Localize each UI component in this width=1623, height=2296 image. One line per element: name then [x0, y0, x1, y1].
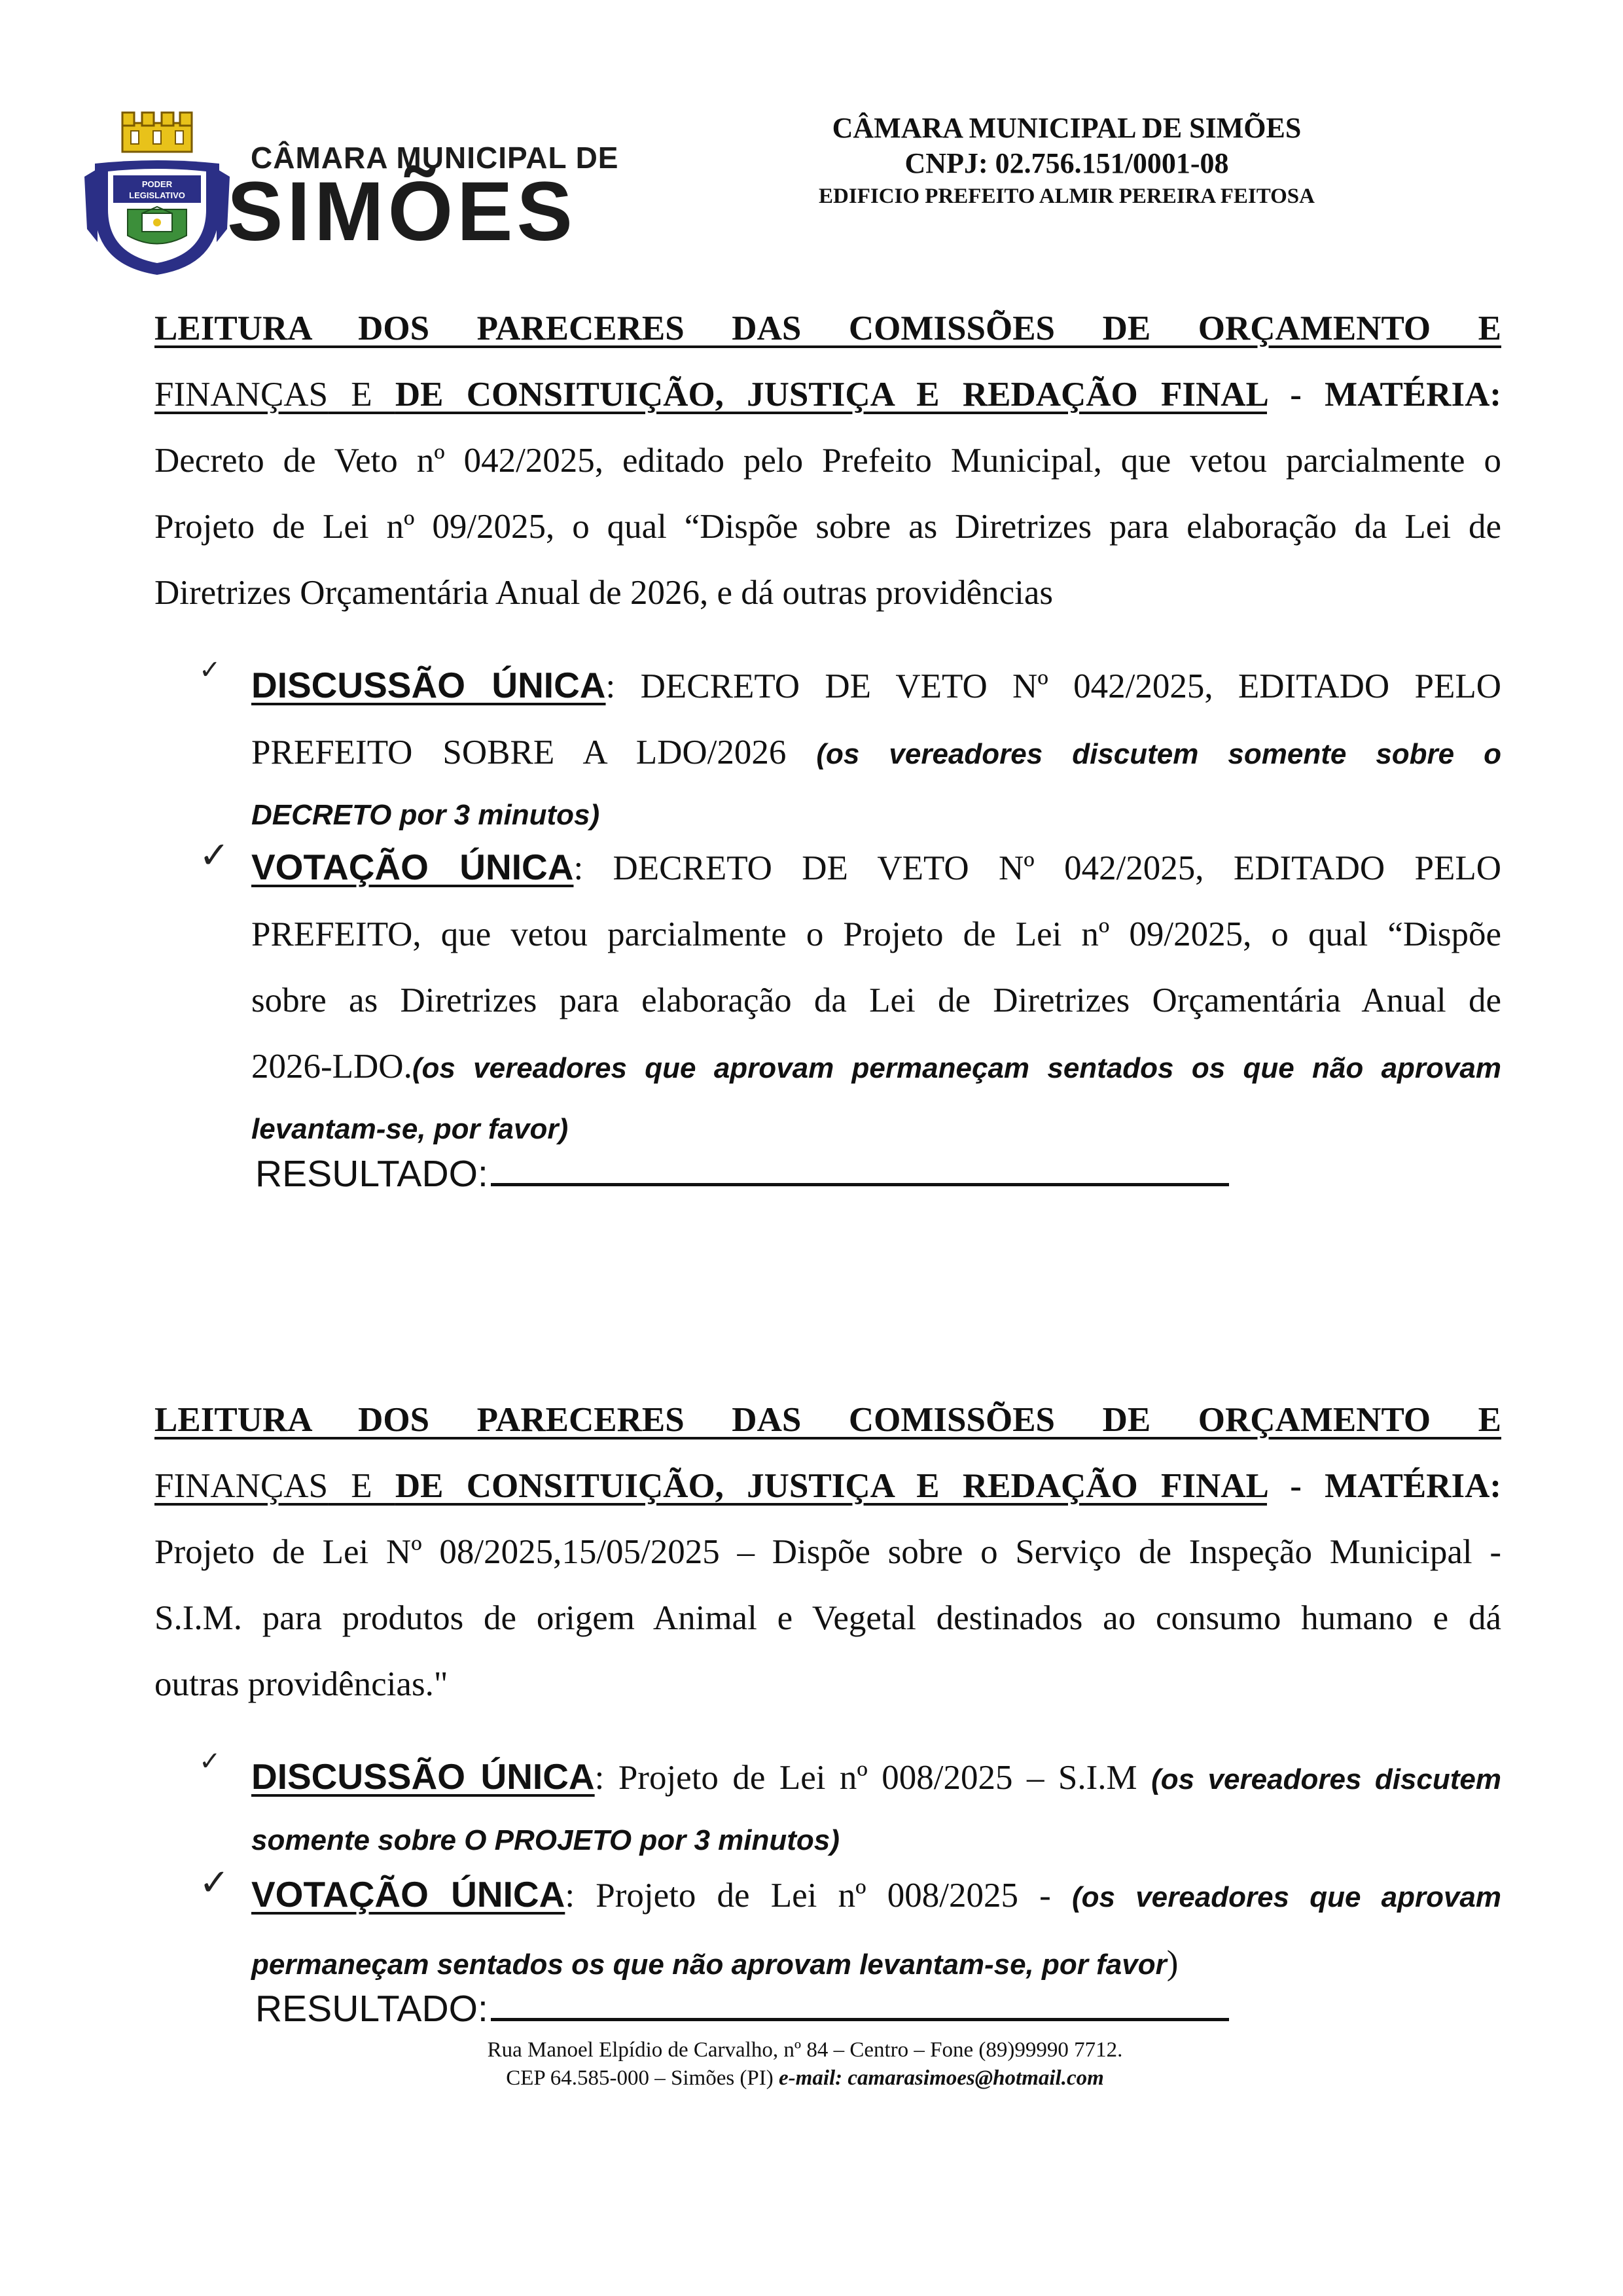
result-blank-line[interactable]: [491, 1984, 1229, 2021]
coat-of-arms-icon: [82, 111, 232, 281]
section-2-result: [255, 1984, 1229, 2030]
item-text-line-1: : Projeto de Lei nº 008/2025 -: [565, 1877, 1051, 1915]
section-1-heading-materia: - MATÉRIA:: [1266, 376, 1501, 414]
item-note: (os vereadores que aprovam permaneçam sentados os que não aprovam: [412, 1052, 1501, 1084]
section-1-heading-line-1: LEITURA DOS PARECERES DAS COMISSÕES DE ORÇAMENTO E: [154, 309, 1501, 347]
checkmark-icon: ✓: [199, 1862, 230, 1904]
logo-badge-line-2: LEGISLATIVO: [129, 190, 185, 200]
section-2-heading-and-body: [154, 1387, 1501, 1718]
footer-cep: CEP 64.585-000 – Simões (PI): [506, 2066, 774, 2090]
section-1-body-line-2: Projeto de Lei nº 09/2025, o qual “Dispõe sobre as Diretrizes para elaboração da Lei de: [154, 508, 1501, 546]
section-1-body-line-1: Decreto de Veto nº 042/2025, editado pelo Prefeito Municipal, que vetou parcialmente o: [154, 442, 1501, 480]
logo-title-large: SIMÕES: [227, 165, 577, 258]
item-title: VOTAÇÃO ÚNICA: [251, 1874, 565, 1915]
section-1-heading-committee: DE CONSITUIÇÃO, JUSTIÇA E REDAÇÃO FINAL: [395, 376, 1267, 414]
section-2-item-vote: [199, 1862, 1502, 1998]
item-text-line-3: sobre as Diretrizes para elaboração da Lei de Diretrizes Orçamentária Anual de: [251, 981, 1501, 1019]
section-2-item-discussion: [199, 1744, 1501, 1867]
logo: [82, 111, 619, 281]
footer-address: Rua Manoel Elpídio de Carvalho, nº 84 – Centro – Fone (89)99990 7712.: [487, 2038, 1123, 2062]
section-2: [154, 1387, 1501, 1718]
item-note-line-2: somente sobre O PROJETO por 3 minutos): [251, 1824, 840, 1856]
section-2-heading-finances: FINANÇAS: [154, 1467, 329, 1505]
section-2-heading-committee: DE CONSITUIÇÃO, JUSTIÇA E REDAÇÃO FINAL: [395, 1467, 1267, 1505]
footer-contact: [327, 2066, 1283, 2091]
checkmark-icon: ✓: [199, 1746, 221, 1776]
result-label: RESULTADO:: [255, 1153, 488, 1195]
footer-email[interactable]: e-mail: camarasimoes@hotmail.com: [779, 2066, 1104, 2090]
section-2-heading-and: E: [328, 1467, 395, 1505]
item-text-line-2: PREFEITO SOBRE A LDO/2026: [251, 733, 787, 771]
section-1-result: [255, 1149, 1229, 1195]
section-1-item-discussion: [199, 652, 1502, 841]
section-2-body-line-3: outras providências.": [154, 1665, 448, 1703]
section-2-body-line-1: Projeto de Lei Nº 08/2025,15/05/2025 – Dispõe sobre o Serviço de Inspeção Municipal -: [154, 1533, 1501, 1571]
item-text-line-1: : DECRETO DE VETO Nº 042/2025, EDITADO PELO: [605, 667, 1501, 705]
section-1-heading-and: E: [328, 376, 395, 414]
logo-badge-line-1: PODER: [141, 179, 173, 189]
logo-title-small: CÂMARA MUNICIPAL DE: [251, 141, 619, 175]
section-2-body-line-2: S.I.M. para produtos de origem Animal e Vegetal destinados ao consumo humano e dá: [154, 1599, 1501, 1637]
checkmark-icon: ✓: [199, 834, 230, 877]
checkmark-icon: ✓: [199, 655, 221, 685]
result-label: RESULTADO:: [255, 1988, 488, 2030]
item-title: DISCUSSÃO ÚNICA: [251, 1756, 595, 1797]
item-note: (os vereadores discutem: [1151, 1763, 1501, 1795]
item-text-line-4: 2026-LDO.: [251, 1048, 412, 1086]
section-1-body-line-3: Diretrizes Orçamentária Anual de 2026, e dá outras providências: [154, 574, 1054, 612]
item-note-line-2: levantam-se, por favor): [251, 1113, 569, 1145]
item-note: (os vereadores que aprovam: [1072, 1881, 1502, 1913]
section-1-heading-finances: FINANÇAS: [154, 376, 329, 414]
section-1-item-vote: [199, 834, 1501, 1156]
section-1-heading-and-body: [154, 296, 1501, 626]
item-note-close: ): [1166, 1944, 1179, 1982]
result-blank-line[interactable]: [491, 1149, 1229, 1186]
item-title: VOTAÇÃO ÚNICA: [251, 847, 574, 887]
section-2-heading-materia: - MATÉRIA:: [1266, 1467, 1501, 1505]
section-1: [154, 296, 1501, 626]
item-text-line-1: : Projeto de Lei nº 008/2025 – S.I.M: [594, 1759, 1137, 1797]
section-2-heading-line-1: LEITURA DOS PARECERES DAS COMISSÕES DE ORÇAMENTO E: [154, 1401, 1501, 1439]
institution-name: CÂMARA MUNICIPAL DE SIMÕES: [832, 112, 1302, 144]
item-title: DISCUSSÃO ÚNICA: [251, 665, 606, 705]
item-note: (os vereadores discutem somente sobre o: [816, 738, 1502, 770]
item-text-line-1: : DECRETO DE VETO Nº 042/2025, EDITADO PELO: [573, 849, 1501, 887]
item-note-line-2: DECRETO por 3 minutos): [251, 799, 600, 831]
institution-building: EDIFICIO PREFEITO ALMIR PEREIRA FEITOSA: [819, 185, 1315, 208]
item-note-line-2: permaneçam sentados os que não aprovam levantam-se, por favor: [251, 1949, 1167, 1981]
item-text-line-2: PREFEITO, que vetou parcialmente o Projeto de Lei nº 09/2025, o qual “Dispõe: [251, 915, 1501, 953]
institution-cnpj: CNPJ: 02.756.151/0001-08: [904, 147, 1229, 179]
